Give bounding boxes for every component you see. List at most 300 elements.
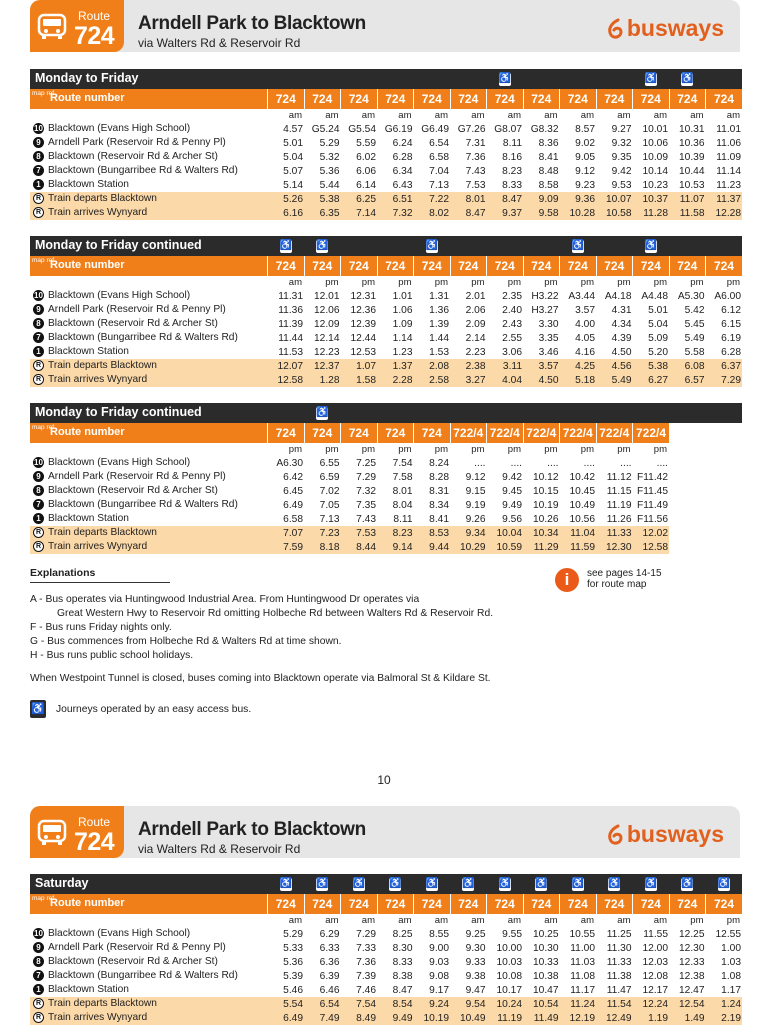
route-cell: 724 <box>669 89 706 109</box>
time-cell: 10.31 <box>679 123 705 135</box>
route-cell: 724 <box>596 894 633 914</box>
time-cell: 11.39 <box>278 318 303 330</box>
time-cell: 8.53 <box>414 526 451 540</box>
time-cell: 12.49 <box>596 1011 633 1025</box>
route-cell: 724 <box>487 894 524 914</box>
time-cell: 11.37 <box>706 192 743 206</box>
am-pm-cell: pm <box>653 277 667 288</box>
time-cell: 6.15 <box>721 318 741 330</box>
time-cell: H3.22 <box>531 290 559 302</box>
time-cell: A6.00 <box>714 290 741 302</box>
timetable-weekday-1 <box>30 69 742 220</box>
stop-name: Blacktown (Reservoir Rd & Archer St) <box>48 318 218 330</box>
time-cell: 8.11 <box>502 137 522 149</box>
time-cell: 2.23 <box>465 346 486 358</box>
map-ref-badge: 8 <box>33 318 44 329</box>
section-title: Monday to Friday <box>35 71 139 85</box>
page-subtitle: via Walters Rd & Reservoir Rd <box>138 36 301 50</box>
route-cell: 724 <box>487 89 524 109</box>
time-cell: 4.16 <box>575 346 595 358</box>
time-cell: 8.44 <box>341 540 378 554</box>
time-cell: 12.53 <box>350 346 376 358</box>
time-cell: 8.01 <box>450 192 487 206</box>
time-cell: 7.32 <box>356 485 376 497</box>
stop-name: Blacktown (Evans High School) <box>48 123 191 135</box>
time-cell: G8.07 <box>494 123 522 135</box>
time-cell: G5.24 <box>311 123 340 135</box>
train-icon: R <box>33 527 44 538</box>
route-cell: 724 <box>669 256 706 276</box>
section-title: Monday to Friday continued <box>35 405 202 419</box>
time-cell: 12.06 <box>314 304 340 316</box>
time-cell: 6.57 <box>669 373 706 387</box>
time-cell: 5.44 <box>319 179 340 191</box>
section-title-bar <box>30 69 742 89</box>
stop-label <box>30 373 268 387</box>
time-cell: 11.26 <box>606 513 632 525</box>
time-cell: 8.41 <box>538 151 559 163</box>
time-cell: 11.09 <box>716 151 741 163</box>
stop-label <box>30 122 268 136</box>
time-cell: 2.06 <box>465 304 486 316</box>
wheelchair-icon: ♿ <box>316 240 329 251</box>
time-cell: 2.35 <box>502 290 522 302</box>
time-cell: 2.09 <box>465 318 486 330</box>
time-cell: 12.31 <box>350 290 376 302</box>
time-cell: 1.28 <box>304 373 341 387</box>
time-cell: 6.02 <box>356 151 376 163</box>
wheelchair-icon: ♿ <box>681 878 694 889</box>
train-icon: R <box>33 207 44 218</box>
am-pm-cell: pm <box>398 277 412 288</box>
time-cell: 11.28 <box>633 206 670 220</box>
route-cell: 724 <box>304 894 341 914</box>
time-cell: 9.49 <box>377 1011 414 1025</box>
time-cell: 6.12 <box>721 304 741 316</box>
wheelchair-icon: ♿ <box>316 407 329 418</box>
time-cell: 7.36 <box>465 151 486 163</box>
time-cell: 8.02 <box>414 206 451 220</box>
time-cell: 12.09 <box>314 318 340 330</box>
wheelchair-icon: ♿ <box>316 878 329 889</box>
am-pm-cell: pm <box>580 444 594 455</box>
busways-logo <box>606 821 724 848</box>
time-cell: 10.45 <box>569 485 595 497</box>
time-cell: 8.54 <box>377 997 414 1011</box>
stop-label <box>30 164 268 178</box>
map-ref-badge: 8 <box>33 956 44 967</box>
time-cell: 5.04 <box>648 318 668 330</box>
time-cell: 8.58 <box>538 179 559 191</box>
time-cell: 11.58 <box>669 206 706 220</box>
time-cell: 7.31 <box>465 137 486 149</box>
time-cell: 11.25 <box>606 928 632 940</box>
time-cell: 9.08 <box>429 970 449 982</box>
time-cell: 5.38 <box>304 192 341 206</box>
time-cell: A4.18 <box>604 290 632 302</box>
time-cell: 12.02 <box>633 526 670 540</box>
time-cell: 7.53 <box>465 179 486 191</box>
route-cell: 724 <box>341 423 378 443</box>
time-cell: 2.19 <box>706 1011 743 1025</box>
wheelchair-icon: ♿ <box>498 878 511 889</box>
time-cell: 10.53 <box>679 179 705 191</box>
time-cell: 8.23 <box>502 165 522 177</box>
time-cell: 11.36 <box>278 304 303 316</box>
time-cell: 7.54 <box>341 997 378 1011</box>
route-number-row <box>30 256 742 276</box>
explanations-divider <box>30 582 170 583</box>
stop-row <box>30 456 742 470</box>
time-cell: 9.25 <box>465 928 486 940</box>
time-cell: 9.56 <box>502 513 522 525</box>
stop-label <box>30 997 268 1011</box>
info-line-1: see pages 14-15 <box>587 568 662 579</box>
time-cell: 10.58 <box>596 206 633 220</box>
time-cell: 8.24 <box>429 457 449 469</box>
time-cell: .... <box>547 457 559 469</box>
stop-label <box>30 470 268 484</box>
am-pm-cell: pm <box>726 277 740 288</box>
time-cell: 9.42 <box>611 165 632 177</box>
time-cell: 1.06 <box>392 304 413 316</box>
am-pm-cell: pm <box>544 444 558 455</box>
time-cell: 11.15 <box>606 485 632 497</box>
time-cell: 1.08 <box>721 970 741 982</box>
wheelchair-icon: ♿ <box>352 878 365 889</box>
time-cell: 3.30 <box>538 318 559 330</box>
route-cell: 724 <box>633 894 670 914</box>
route-cell: 724 <box>377 89 414 109</box>
time-cell: 5.45 <box>684 318 705 330</box>
time-cell: 12.36 <box>350 304 376 316</box>
time-cell: .... <box>620 457 632 469</box>
train-icon: R <box>33 541 44 552</box>
route-cell: 724 <box>523 894 560 914</box>
time-cell: 7.39 <box>356 970 376 982</box>
route-cell: 724 <box>377 894 414 914</box>
time-cell: 7.35 <box>356 499 376 511</box>
time-cell: 9.44 <box>414 540 451 554</box>
time-cell: 4.50 <box>611 346 632 358</box>
busways-logo <box>606 15 724 42</box>
am-pm-cell: pm <box>690 915 704 926</box>
route-cell: 724 <box>414 423 451 443</box>
section-title: Monday to Friday continued <box>35 238 202 252</box>
time-cell: 9.35 <box>611 151 632 163</box>
time-cell: 6.06 <box>356 165 376 177</box>
time-cell: 6.28 <box>392 151 413 163</box>
time-cell: 11.19 <box>606 499 632 511</box>
time-cell: 7.43 <box>356 513 376 525</box>
train-icon: R <box>33 360 44 371</box>
time-cell: 6.36 <box>319 956 340 968</box>
timetable-weekday-3 <box>30 403 742 554</box>
time-cell: 7.14 <box>341 206 378 220</box>
time-cell: 11.23 <box>716 179 741 191</box>
stop-name: Train arrives Wynyard <box>48 1012 148 1024</box>
stop-name: Train arrives Wynyard <box>48 207 148 219</box>
time-cell: 12.44 <box>350 332 376 344</box>
time-cell: 8.33 <box>502 179 522 191</box>
stop-name: Blacktown (Bungarribee Rd & Walters Rd) <box>48 165 238 177</box>
time-cell: 9.30 <box>465 942 486 954</box>
route-cell: 724 <box>633 89 670 109</box>
stop-row <box>30 178 742 192</box>
time-cell: 4.50 <box>523 373 560 387</box>
time-cell: 11.38 <box>606 970 632 982</box>
time-cell: G7.26 <box>457 123 486 135</box>
time-cell: 9.24 <box>414 997 451 1011</box>
time-cell: A3.44 <box>568 290 595 302</box>
time-cell: 10.28 <box>560 206 597 220</box>
time-cell: 1.36 <box>429 304 449 316</box>
time-cell: 1.49 <box>669 1011 706 1025</box>
route-cell: 724 <box>633 256 670 276</box>
time-cell: 6.16 <box>268 206 305 220</box>
am-pm-cell: am <box>398 110 412 121</box>
time-cell: 9.58 <box>523 206 560 220</box>
time-cell: 4.56 <box>596 359 633 373</box>
time-cell: 7.49 <box>304 1011 341 1025</box>
time-cell: 10.17 <box>496 984 522 996</box>
route-cell: 724 <box>450 89 487 109</box>
page-number: 10 <box>377 773 391 787</box>
time-cell: 1.03 <box>721 956 741 968</box>
stop-label <box>30 512 268 526</box>
time-cell: 5.04 <box>283 151 303 163</box>
time-cell: 7.46 <box>356 984 376 996</box>
time-cell: 6.33 <box>319 942 340 954</box>
time-cell: 1.14 <box>392 332 413 344</box>
timetable-weekday-2 <box>30 236 742 387</box>
time-cell: 10.44 <box>679 165 705 177</box>
brand-name: busways <box>626 821 724 847</box>
time-cell: 6.35 <box>304 206 341 220</box>
time-cell: 1.37 <box>377 359 414 373</box>
time-cell: 2.01 <box>465 290 486 302</box>
am-pm-cell: pm <box>361 277 375 288</box>
time-cell: 7.23 <box>304 526 341 540</box>
stop-label <box>30 359 268 373</box>
am-pm-cell: am <box>361 915 375 926</box>
time-cell: 6.55 <box>319 457 340 469</box>
time-cell: 12.39 <box>350 318 376 330</box>
brand-name: busways <box>626 15 724 41</box>
am-pm-cell: am <box>288 110 302 121</box>
route-header-2 <box>30 806 740 858</box>
time-cell: 11.17 <box>570 984 595 996</box>
wheelchair-icon: ♿ <box>717 878 730 889</box>
time-cell: 11.04 <box>560 526 597 540</box>
route-cell: 724 <box>414 256 451 276</box>
time-cell: 8.11 <box>393 513 413 525</box>
train-row <box>30 526 742 540</box>
timetable-page-11 <box>0 800 768 1024</box>
stop-name: Blacktown (Reservoir Rd & Archer St) <box>48 151 218 163</box>
time-cell: 9.27 <box>611 123 632 135</box>
time-cell: 9.05 <box>575 151 595 163</box>
time-cell: 8.01 <box>392 485 413 497</box>
time-cell: A5.30 <box>677 290 705 302</box>
time-cell: 2.55 <box>502 332 522 344</box>
stop-name: Train arrives Wynyard <box>48 374 148 386</box>
time-cell: 5.29 <box>283 928 303 940</box>
time-cell: 1.01 <box>392 290 413 302</box>
time-cell: 9.12 <box>465 471 486 483</box>
route-cell: 724 <box>377 423 414 443</box>
am-pm-cell: am <box>507 110 521 121</box>
am-pm-row <box>30 276 742 289</box>
route-number-row <box>30 89 742 109</box>
stop-label <box>30 955 268 969</box>
time-cell: 12.03 <box>642 956 668 968</box>
time-cell: 7.13 <box>429 179 449 191</box>
stop-row <box>30 136 742 150</box>
time-cell: 5.26 <box>268 192 305 206</box>
time-cell: 6.49 <box>283 499 303 511</box>
time-cell: 10.29 <box>450 540 487 554</box>
time-cell: 2.14 <box>465 332 486 344</box>
am-pm-cell: am <box>726 110 740 121</box>
map-ref-badge: 7 <box>33 332 44 343</box>
time-cell: 12.08 <box>642 970 668 982</box>
time-cell: 11.55 <box>643 928 668 940</box>
am-pm-cell: am <box>544 915 558 926</box>
time-cell: 5.01 <box>648 304 668 316</box>
time-cell: 5.29 <box>319 137 340 149</box>
time-cell: 1.31 <box>429 290 449 302</box>
map-ref-label: map ref <box>32 424 55 431</box>
time-cell: 5.54 <box>268 997 305 1011</box>
stop-name: Blacktown (Evans High School) <box>48 457 191 469</box>
stop-label <box>30 303 268 317</box>
am-pm-cell: pm <box>325 444 339 455</box>
time-cell: 1.00 <box>721 942 741 954</box>
time-cell: F11.56 <box>637 513 668 525</box>
time-cell: 10.04 <box>487 526 524 540</box>
time-cell: 11.47 <box>606 984 632 996</box>
explanation-g: G - Bus commences from Holbeche Rd & Walters Rd at time shown. <box>30 636 342 647</box>
time-cell: 6.42 <box>283 471 303 483</box>
access-note-text: Journeys operated by an easy access bus. <box>56 703 252 715</box>
map-ref-badge: 10 <box>34 124 43 134</box>
time-cell: 10.39 <box>679 151 705 163</box>
time-cell: 7.07 <box>268 526 305 540</box>
time-cell: 9.33 <box>465 956 486 968</box>
time-cell: 7.13 <box>319 513 340 525</box>
stop-label <box>30 317 268 331</box>
route-cell: 724 <box>560 256 597 276</box>
stop-name: Blacktown Station <box>48 513 129 525</box>
time-cell: 11.33 <box>606 956 632 968</box>
time-cell: 4.00 <box>575 318 595 330</box>
time-cell: 10.42 <box>569 471 595 483</box>
map-ref-badge: 1 <box>33 513 44 524</box>
route-cell: 724 <box>450 256 487 276</box>
stop-row <box>30 122 742 136</box>
stop-label <box>30 927 268 941</box>
wheelchair-icon: ♿ <box>681 73 694 84</box>
time-cell: 5.32 <box>319 151 340 163</box>
stop-name: Blacktown (Bungarribee Rd & Walters Rd) <box>48 970 238 982</box>
time-cell: 6.54 <box>429 137 449 149</box>
time-cell: 10.26 <box>533 513 559 525</box>
time-cell: 1.23 <box>392 346 413 358</box>
time-cell: 4.57 <box>283 123 303 135</box>
stop-row <box>30 345 742 359</box>
stop-row <box>30 317 742 331</box>
stop-name: Train departs Blacktown <box>48 360 157 372</box>
stop-row <box>30 303 742 317</box>
train-row <box>30 206 742 220</box>
time-cell: 1.39 <box>429 318 449 330</box>
time-cell: 5.09 <box>648 332 668 344</box>
time-cell: 2.43 <box>502 318 522 330</box>
page-subtitle: via Walters Rd & Reservoir Rd <box>138 842 301 856</box>
time-cell: 12.58 <box>268 373 305 387</box>
time-cell: 12.25 <box>679 928 705 940</box>
am-pm-cell: pm <box>617 444 631 455</box>
am-pm-cell: pm <box>434 444 448 455</box>
time-cell: 7.04 <box>429 165 449 177</box>
time-cell: 6.27 <box>633 373 670 387</box>
time-cell: 6.58 <box>429 151 449 163</box>
train-row <box>30 192 742 206</box>
wheelchair-icon: ♿ <box>535 878 548 889</box>
stop-name: Arndell Park (Reservoir Rd & Penny Pl) <box>48 137 226 149</box>
info-line-2: for route map <box>587 579 647 590</box>
time-cell: 8.33 <box>392 956 413 968</box>
time-cell: 12.55 <box>715 928 741 940</box>
time-cell: 9.14 <box>377 540 414 554</box>
am-pm-cell: pm <box>653 444 667 455</box>
time-cell: 1.07 <box>341 359 378 373</box>
explanation-f: F - Bus runs Friday nights only. <box>30 622 172 633</box>
time-cell: 6.29 <box>319 928 340 940</box>
am-pm-cell: pm <box>690 277 704 288</box>
time-cell: 11.30 <box>606 942 632 954</box>
time-cell: 10.25 <box>533 928 559 940</box>
map-ref-label: map ref <box>32 90 55 97</box>
map-ref-badge: 9 <box>33 942 44 953</box>
time-cell: 10.15 <box>533 485 559 497</box>
train-icon: R <box>33 193 44 204</box>
time-cell: 8.48 <box>538 165 559 177</box>
time-cell: 4.25 <box>560 359 597 373</box>
time-cell: A6.30 <box>276 457 303 469</box>
time-cell: 5.18 <box>560 373 597 387</box>
route-cell: 724 <box>377 256 414 276</box>
route-cell: 724 <box>487 256 524 276</box>
explanation-h: H - Bus runs public school holidays. <box>30 650 194 661</box>
time-cell: 10.01 <box>642 123 668 135</box>
time-cell: 4.04 <box>487 373 524 387</box>
wheelchair-icon: ♿ <box>571 878 584 889</box>
time-cell: 11.24 <box>560 997 597 1011</box>
time-cell: 10.06 <box>642 137 668 149</box>
train-icon: R <box>33 374 44 385</box>
time-cell: 8.28 <box>429 471 449 483</box>
route-label: Route <box>78 815 111 829</box>
time-cell: 9.34 <box>450 526 487 540</box>
time-cell: 4.31 <box>611 304 632 316</box>
time-cell: 12.58 <box>633 540 670 554</box>
time-cell: 9.37 <box>487 206 524 220</box>
bus-icon <box>37 819 67 847</box>
map-ref-label: map ref <box>32 257 55 264</box>
time-cell: 1.24 <box>706 997 743 1011</box>
